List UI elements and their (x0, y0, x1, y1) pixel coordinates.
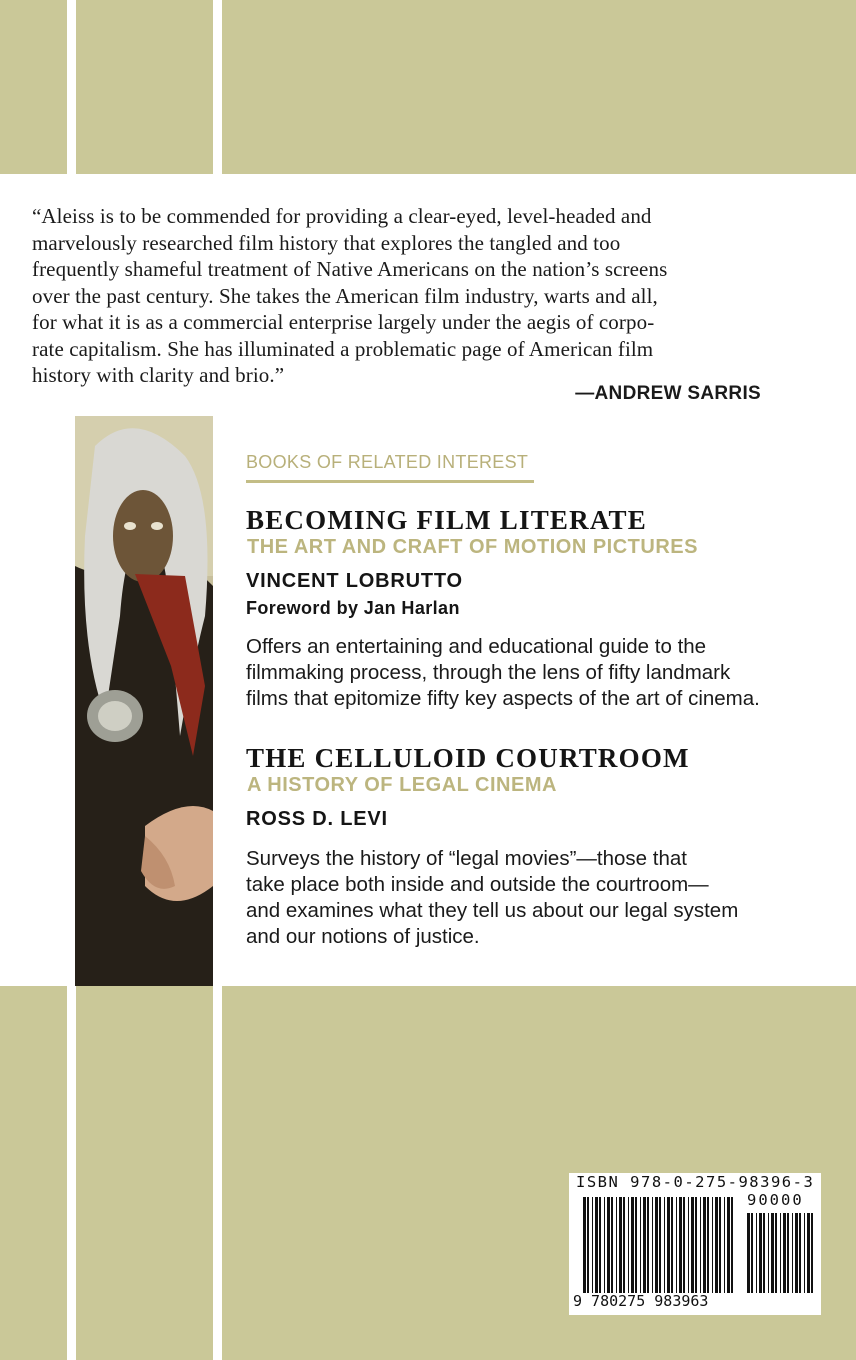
quote-attribution: —ANDREW SARRIS (575, 383, 761, 404)
isbn-label: ISBN 978-0-275-98396-3 (576, 1173, 815, 1191)
quote-line: rate capitalism. She has illuminated a problematic page of American film (32, 336, 654, 361)
book-description (246, 634, 760, 712)
description-line: take place both inside and outside the courtroom— (246, 873, 709, 896)
quote-line: for what it is as a commercial enterprise largely under the aegis of corpo- (32, 310, 655, 334)
bottom-band-middle (76, 986, 213, 1360)
cover-photo (75, 416, 213, 986)
quote-line: marvelously researched film history that explores the tangled and too (32, 230, 621, 255)
top-band-right (222, 0, 856, 174)
ean-digits: 9 780275 983963 (573, 1292, 709, 1310)
description-line: and our notions of justice. (246, 925, 480, 948)
book-subtitle: A HISTORY OF LEGAL CINEMA (247, 774, 557, 796)
description-line: Surveys the history of “legal movies”—those that (246, 847, 687, 870)
book-author: ROSS D. LEVI (246, 808, 388, 830)
book-description (246, 846, 738, 950)
review-quote (32, 203, 772, 389)
price-addon-code: 90000 (747, 1191, 804, 1209)
description-line: filmmaking process, through the lens of fifty landmark (246, 661, 731, 684)
isbn-barcode (569, 1173, 821, 1315)
top-band-left (0, 0, 67, 174)
description-line: films that epitomize fifty key aspects of the art of cinema. (246, 687, 760, 710)
book-foreword: Foreword by Jan Harlan (246, 598, 460, 618)
bottom-band-left (0, 986, 67, 1360)
book-author: VINCENT LOBRUTTO (246, 570, 463, 592)
related-books-label: BOOKS OF RELATED INTEREST (246, 452, 529, 472)
quote-line: frequently shameful treatment of Native Americans on the nation’s screens (32, 257, 668, 281)
book-title: THE CELLULOID COURTROOM (246, 743, 690, 773)
quote-line: history with clarity and brio.” (32, 363, 285, 387)
description-line: Offers an entertaining and educational guide to the (246, 635, 707, 658)
book-title: BECOMING FILM LITERATE (246, 505, 647, 535)
quote-line: over the past century. She takes the American film industry, warts and all, (32, 283, 658, 308)
top-band-middle (76, 0, 213, 174)
section-divider (246, 480, 534, 483)
description-line: and examines what they tell us about our legal system (246, 899, 739, 922)
book-subtitle: THE ART AND CRAFT OF MOTION PICTURES (247, 536, 698, 558)
quote-line: “Aleiss is to be commended for providing a clear-eyed, level-headed and (32, 204, 652, 228)
